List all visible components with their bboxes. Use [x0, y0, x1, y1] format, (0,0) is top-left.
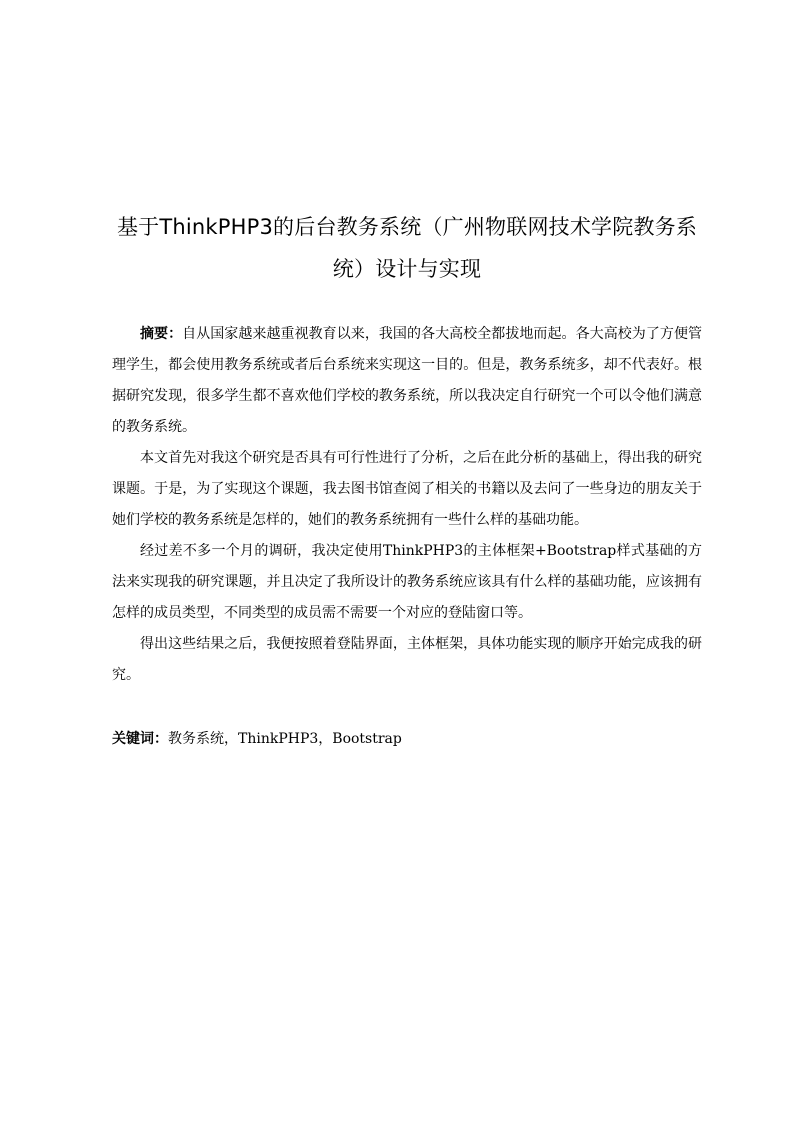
abstract-section [112, 319, 702, 691]
abstract-paragraph-1 [112, 319, 702, 443]
document-title: 基于ThinkPHP3的后台教务系统（广州物联网技术学院教务系统）设计与实现 [116, 215, 698, 281]
abstract-paragraph-1-text: 自从国家越来越重视教育以来，我国的各大高校全都拔地而起。各大高校为了方便管理学生，都会使用教务系统或者后台系统来实现这一目的。但是，教务系统多，却不代表好。根据研究发现，很多学生都不喜欢他们学校的教务系统，所以我决定自行研究一个可以令他们满意的教务系统。 [112, 326, 703, 435]
abstract-paragraph-3: 经过差不多一个月的调研，我决定使用ThinkPHP3的主体框架+Bootstrap样式基础的方法来实现我的研究课题，并且决定了我所设计的教务系统应该具有什么样的基础功能，应该拥有怎样的成员类型，不同类型的成员需不需要一个对应的登陆窗口等。 [112, 543, 702, 621]
keywords-line [112, 725, 702, 753]
abstract-paragraph-4: 得出这些结果之后，我便按照着登陆界面，主体框架，具体功能实现的顺序开始完成我的研究。 [112, 636, 702, 683]
keywords-label: 关键词： [112, 731, 168, 747]
abstract-label: 摘要： [140, 326, 183, 342]
keywords-value: 教务系统，ThinkPHP3，Bootstrap [168, 731, 402, 747]
abstract-paragraph-2: 本文首先对我这个研究是否具有可行性进行了分析，之后在此分析的基础上，得出我的研究课题。于是，为了实现这个课题，我去图书馆查阅了相关的书籍以及去问了一些身边的朋友关于她们学校的教务系统是怎样的，她们的教务系统拥有一些什么样的基础功能。 [112, 450, 702, 528]
